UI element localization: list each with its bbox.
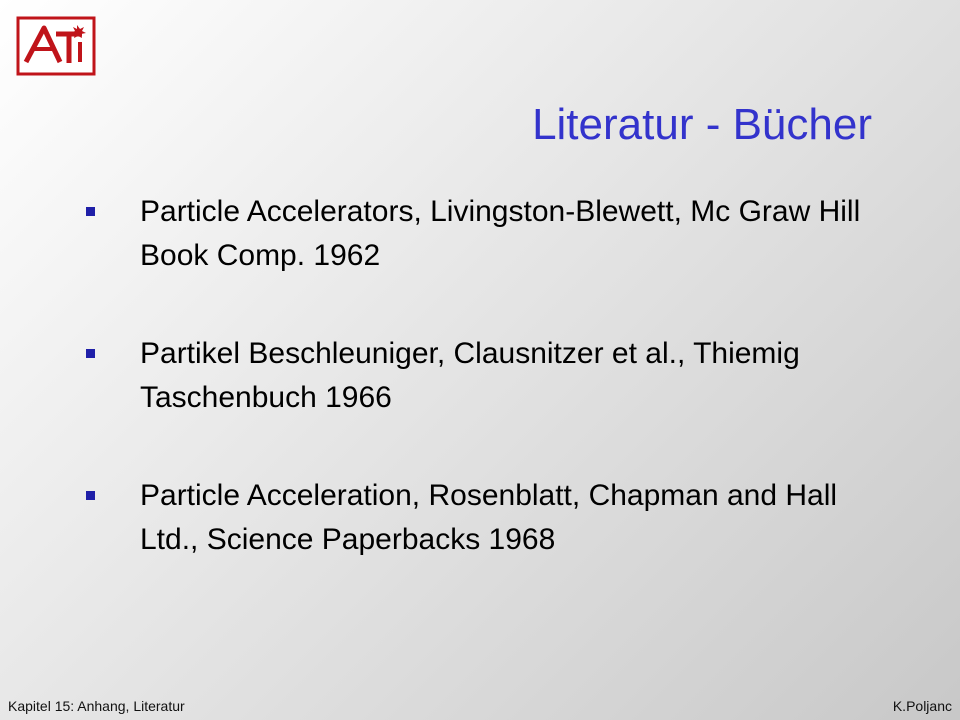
square-bullet-icon xyxy=(86,349,95,358)
literature-item xyxy=(86,332,886,420)
literature-item-text: Particle Acceleration, Rosenblatt, Chapman and Hall Ltd., Science Paperbacks 1968 xyxy=(140,479,838,556)
literature-item xyxy=(86,190,886,278)
ati-logo-icon xyxy=(16,16,96,76)
footer-author: K.Poljanc xyxy=(892,698,952,714)
footer-chapter: Kapitel 15: Anhang, Literatur xyxy=(8,698,185,714)
literature-item-text: Particle Accelerators, Livingston-Blewett, Mc Graw Hill Book Comp. 1962 xyxy=(140,195,861,272)
square-bullet-icon xyxy=(86,491,95,500)
slide-title: Literatur - Bücher xyxy=(532,100,872,149)
literature-item-text: Partikel Beschleuniger, Clausnitzer et al., Thiemig Taschenbuch 1966 xyxy=(140,337,800,414)
literature-item xyxy=(86,474,886,562)
square-bullet-icon xyxy=(86,207,95,216)
literature-list xyxy=(86,190,886,616)
